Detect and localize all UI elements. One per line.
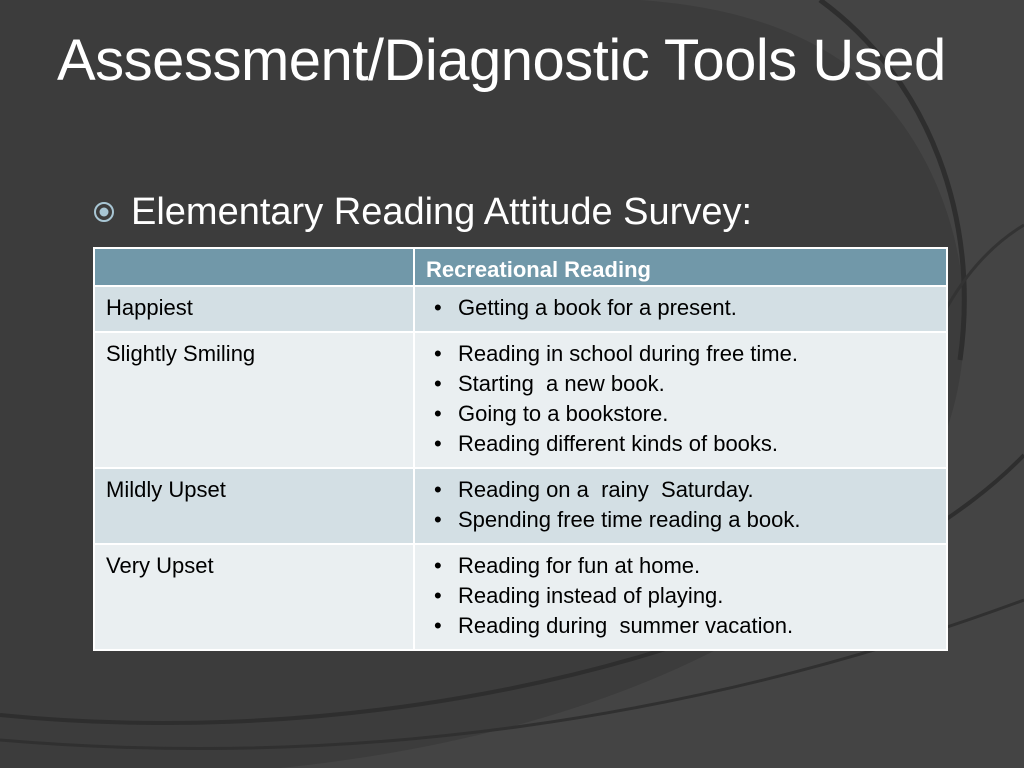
list-item: • Spending free time reading a book. xyxy=(426,505,936,535)
attitude-survey-table xyxy=(93,247,948,651)
list-item: • Reading in school during free time. xyxy=(426,339,936,369)
list-item: • Reading different kinds of books. xyxy=(426,429,936,459)
slide-title: Assessment/Diagnostic Tools Used xyxy=(57,28,946,93)
row-items-cell xyxy=(414,544,947,650)
table-header-recreational-reading: Recreational Reading xyxy=(414,248,947,286)
row-items-cell xyxy=(414,286,947,332)
table-row xyxy=(94,468,947,544)
table-row xyxy=(94,544,947,650)
list-item: • Getting a book for a present. xyxy=(426,293,936,323)
row-items-cell xyxy=(414,468,947,544)
list-item: • Going to a bookstore. xyxy=(426,399,936,429)
bullet-item xyxy=(93,186,752,238)
list-item: • Starting a new book. xyxy=(426,369,936,399)
bullet-text: Elementary Reading Attitude Survey: xyxy=(131,191,753,233)
list-item: • Reading for fun at home. xyxy=(426,551,936,581)
row-label: Happiest xyxy=(94,286,414,332)
table-row xyxy=(94,286,947,332)
item-list xyxy=(426,293,936,323)
row-label: Very Upset xyxy=(94,544,414,650)
table-header-cell-empty xyxy=(94,248,414,286)
item-list xyxy=(426,551,936,641)
item-list xyxy=(426,475,936,535)
list-item: • Reading instead of playing. xyxy=(426,581,936,611)
row-label: Slightly Smiling xyxy=(94,332,414,468)
table-header-row xyxy=(94,248,947,286)
table-row xyxy=(94,332,947,468)
row-items-cell xyxy=(414,332,947,468)
list-item: • Reading during summer vacation. xyxy=(426,611,936,641)
list-item: • Reading on a rainy Saturday. xyxy=(426,475,936,505)
item-list xyxy=(426,339,936,459)
row-label: Mildly Upset xyxy=(94,468,414,544)
circled-dot-icon xyxy=(93,201,115,223)
